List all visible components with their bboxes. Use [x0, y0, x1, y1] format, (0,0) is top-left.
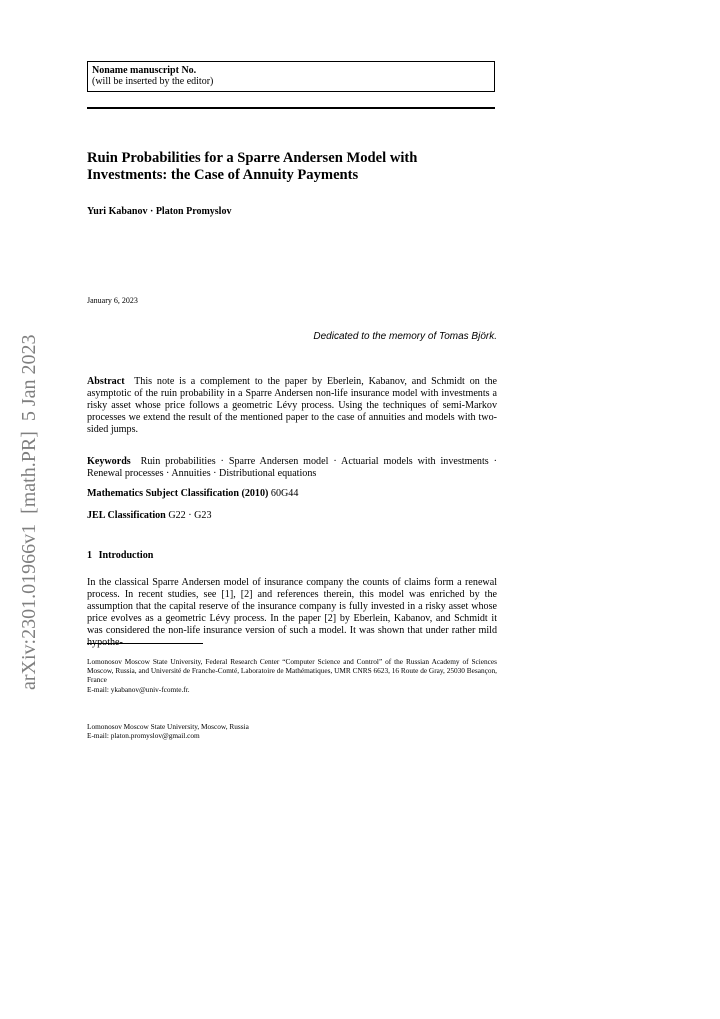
keywords: [87, 456, 497, 480]
jel-codes: G22 · G23: [168, 510, 212, 521]
email-1: E-mail: ykabanov@univ-fcomte.fr.: [87, 684, 190, 694]
msc-codes: 60G44: [270, 488, 299, 499]
footnote-rule: [87, 643, 203, 644]
editor-note: (will be inserted by the editor): [92, 76, 214, 87]
editor-box: [87, 61, 495, 92]
keywords-text: Ruin probabilities · Sparre Andersen model · Actuarial models with investments · Renewal processes · Annuities · Distributional equations: [87, 456, 497, 479]
abstract-heading: Abstract: [87, 376, 125, 387]
dedication: Dedicated to the memory of Tomas Björk.: [313, 331, 497, 342]
affiliation-1: Lomonosov Moscow State University, Federal Research Center “Computer Science and Control” of the Russian Academy of Sciences Moscow, Russia, and Université de Franche-Comté, Laboratoire de Mathématiques, UMR CNRS 6623, 16 Route de Gray, 25030 Besançon, France: [87, 657, 497, 685]
section-number: 1: [87, 550, 93, 561]
footnote-author-2: [87, 722, 497, 740]
jel-classification: [87, 510, 497, 522]
intro-paragraph: In the classical Sparre Andersen model of insurance company the counts of claims form a renewal process. In recent studies, see [1], [2] and references therein, this model was enriched by the assumption that the capital reserve of the insurance company is fully invested in a risky asset whose price evolves as a geometric Lévy process. In the paper [2] by Eberlein, Kabanov, and Schmidt it was considered the non-life insurance version of such a model. It was shown that under rather mild hypothe-: [87, 577, 497, 648]
manuscript-label: Noname manuscript No.: [92, 65, 197, 76]
paper-title: [87, 150, 507, 184]
msc-heading: Mathematics Subject Classification (2010): [87, 488, 269, 499]
affiliation-2: Lomonosov Moscow State University, Moscow, Russia: [87, 722, 249, 731]
jel-heading: JEL Classification: [87, 510, 166, 521]
arxiv-stamp: arXiv:2301.01966v1 [math.PR] 5 Jan 2023: [18, 334, 40, 690]
section-title: Introduction: [98, 550, 154, 561]
footnote-author-1: [87, 657, 497, 694]
header-rule: [87, 107, 495, 109]
paper-title-line-1: Ruin Probabilities for a Sparre Andersen Model with: [87, 150, 418, 166]
msc-classification: [87, 488, 497, 500]
authors: Yuri Kabanov · Platon Promyslov: [87, 206, 232, 217]
keywords-heading: Keywords: [87, 456, 131, 467]
date: January 6, 2023: [87, 296, 138, 305]
abstract-text: This note is a complement to the paper by Eberlein, Kabanov, and Schmidt on the asymptotic of the ruin probability in a Sparre Andersen non-life insurance model with investments a risky asset whose price follows a geometric Lévy process. Using the techniques of semi-Markov processes we extend the result of the mentioned paper to the case of annuities and models with two-sided jumps.: [87, 376, 497, 435]
abstract: [87, 376, 497, 436]
section-heading: [87, 550, 153, 561]
paper-title-line-2: Investments: the Case of Annuity Payments: [87, 167, 359, 183]
email-2: E-mail: platon.promyslov@gmail.com: [87, 731, 200, 741]
